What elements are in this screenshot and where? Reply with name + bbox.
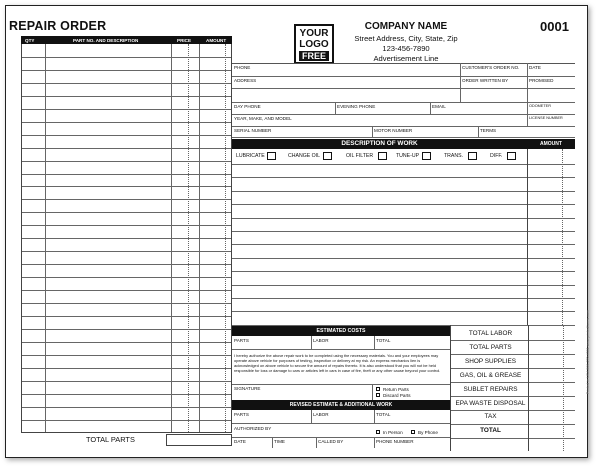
total-amount-divider [528, 325, 529, 451]
revised-labor-label: LABOR [313, 412, 329, 417]
col-qty-label: QTY [25, 37, 35, 43]
service-label: CHANGE OIL [288, 153, 320, 159]
in-person-checkbox[interactable] [376, 430, 380, 434]
work-row-line [232, 177, 575, 178]
work-row-line [232, 231, 575, 232]
discard-parts-checkbox[interactable] [376, 393, 380, 397]
day-phone-label: DAY PHONE [234, 104, 261, 109]
serial-number-label: SERIAL NUMBER [234, 128, 272, 133]
total-parts-box [166, 434, 232, 446]
total-row-line [451, 438, 575, 439]
parts-column-line [199, 44, 200, 432]
call-time-label: TIME [274, 439, 285, 444]
printer-side-text: Printed in USA 800-270-4581 www.printedforms.com [586, 310, 590, 395]
service-label: LUBRICATE [236, 153, 265, 159]
work-row-line [232, 204, 575, 205]
work-lines [232, 164, 575, 325]
work-row-line [232, 285, 575, 286]
in-person-label: In Person [383, 429, 403, 435]
total-row-label: SUBLET REPAIRS [463, 385, 518, 393]
order-number: 0001 [540, 19, 569, 34]
col-amount-label: AMOUNT [206, 37, 227, 43]
service-checkbox[interactable] [422, 152, 431, 160]
logo-placeholder [294, 24, 334, 64]
work-amount-header: AMOUNT [527, 139, 575, 149]
col-price-label: PRICE [177, 37, 192, 43]
terms-label: TERMS [480, 128, 497, 133]
parts-column-line [188, 44, 189, 432]
logo-line-2: LOGO [299, 39, 329, 50]
odometer-label: ODOMETER [529, 104, 551, 108]
year-make-model-label: YEAR, MAKE, AND MODEL [234, 116, 292, 121]
work-row-line [232, 218, 575, 219]
service-label: OIL FILTER [346, 153, 374, 159]
call-date-label: DATE [234, 439, 246, 444]
estimate-total-label: TOTAL [376, 338, 391, 343]
work-row-line [232, 244, 575, 245]
email-label: EMAIL [432, 104, 446, 109]
logo-line-3: FREE [299, 51, 329, 61]
description-of-work-header: DESCRIPTION OF WORK [232, 139, 527, 149]
col-description-label: PART NO. AND DESCRIPTION [73, 37, 139, 43]
service-checkbox[interactable] [507, 152, 516, 160]
work-row-line [232, 311, 575, 312]
estimate-parts-label: PARTS [234, 338, 249, 343]
repair-order-form [5, 5, 588, 458]
form-title: REPAIR ORDER [9, 19, 107, 33]
estimated-costs-header: ESTIMATED COSTS [232, 326, 450, 336]
work-row-line [232, 164, 575, 165]
address-label: ADDRESS [234, 78, 257, 83]
advertisement-line: Advertisement Line [373, 54, 439, 63]
phone-number-label: PHONE NUMBER [376, 439, 414, 444]
customers-order-no-label: CUSTOMER'S ORDER NO. [462, 65, 520, 70]
parts-column-line [45, 44, 46, 432]
revised-estimate-header: REVISED ESTIMATE & ADDITIONAL WORK [232, 400, 450, 410]
phone-label: PHONE [234, 65, 251, 70]
company-name: COMPANY NAME [364, 21, 448, 32]
company-address: Street Address, City, State, Zip [354, 34, 458, 43]
parts-table [21, 44, 232, 433]
work-row-line [232, 298, 575, 299]
total-cents-divider [563, 325, 564, 451]
date-label: DATE [529, 65, 541, 70]
evening-phone-label: EVENING PHONE [337, 104, 376, 109]
discard-parts-label: Discard Parts [383, 392, 411, 398]
service-checkbox[interactable] [468, 152, 477, 160]
return-parts-checkbox[interactable] [376, 387, 380, 391]
total-row-label: TOTAL PARTS [469, 343, 512, 351]
service-label: TUNE-UP [396, 153, 420, 159]
parts-table-header [21, 36, 232, 44]
parts-column-line [171, 44, 172, 432]
by-phone-checkbox[interactable] [411, 430, 415, 434]
service-checkbox[interactable] [323, 152, 332, 160]
service-label: DIFF. [490, 153, 503, 159]
total-row-label: TAX [484, 413, 497, 421]
totals-column [450, 325, 575, 451]
parts-column-line [225, 44, 226, 432]
total-parts-label: TOTAL PARTS [86, 435, 135, 444]
logo-line-1: YOUR [299, 28, 329, 39]
total-row-label: TOTAL [480, 427, 501, 435]
service-checkbox[interactable] [267, 152, 276, 160]
service-checkbox[interactable] [378, 152, 387, 160]
company-phone: 123-456-7890 [382, 44, 430, 53]
service-label: TRANS. [444, 153, 464, 159]
authorized-by-label: AUTHORIZED BY [234, 426, 272, 431]
work-row-line [232, 191, 575, 192]
license-number-label: LICENSE NUMBER [529, 116, 563, 120]
signature-label: SIGNATURE [234, 386, 261, 391]
promised-label: PROMISED [529, 78, 554, 83]
revised-parts-label: PARTS [234, 412, 249, 417]
total-row-label: SHOP SUPPLIES [464, 357, 517, 365]
return-parts-label: Return Parts [383, 386, 409, 392]
total-row-label: TOTAL LABOR [468, 330, 513, 337]
motor-number-label: MOTOR NUMBER [374, 128, 413, 133]
total-row-label: GAS, OIL & GREASE [459, 371, 522, 379]
order-written-by-label: ORDER WRITTEN BY [462, 78, 509, 83]
service-checkboxes [232, 149, 527, 164]
work-row-line [232, 271, 575, 272]
work-row-line [232, 258, 575, 259]
by-phone-label: By Phone [418, 429, 438, 435]
called-by-label: CALLED BY [318, 439, 344, 444]
estimate-labor-label: LABOR [313, 338, 329, 343]
total-row-label: EPA WASTE DISPOSAL [455, 399, 526, 407]
authorization-text: I hereby authorize the above repair work to be completed using the necessary materials. You and your employees may operate above vehicle for purposes of testing, inspection or delivery at my risk. An express mechanics lien is acknowledged on above vehicle to secure the amount of repairs thereto. It is also understood that you will not be held responsible for loss or damage to cars or articles left in cars in case of fire, theft or any other cause beyond your control. [234, 353, 441, 373]
revised-total-label: TOTAL [376, 412, 391, 417]
